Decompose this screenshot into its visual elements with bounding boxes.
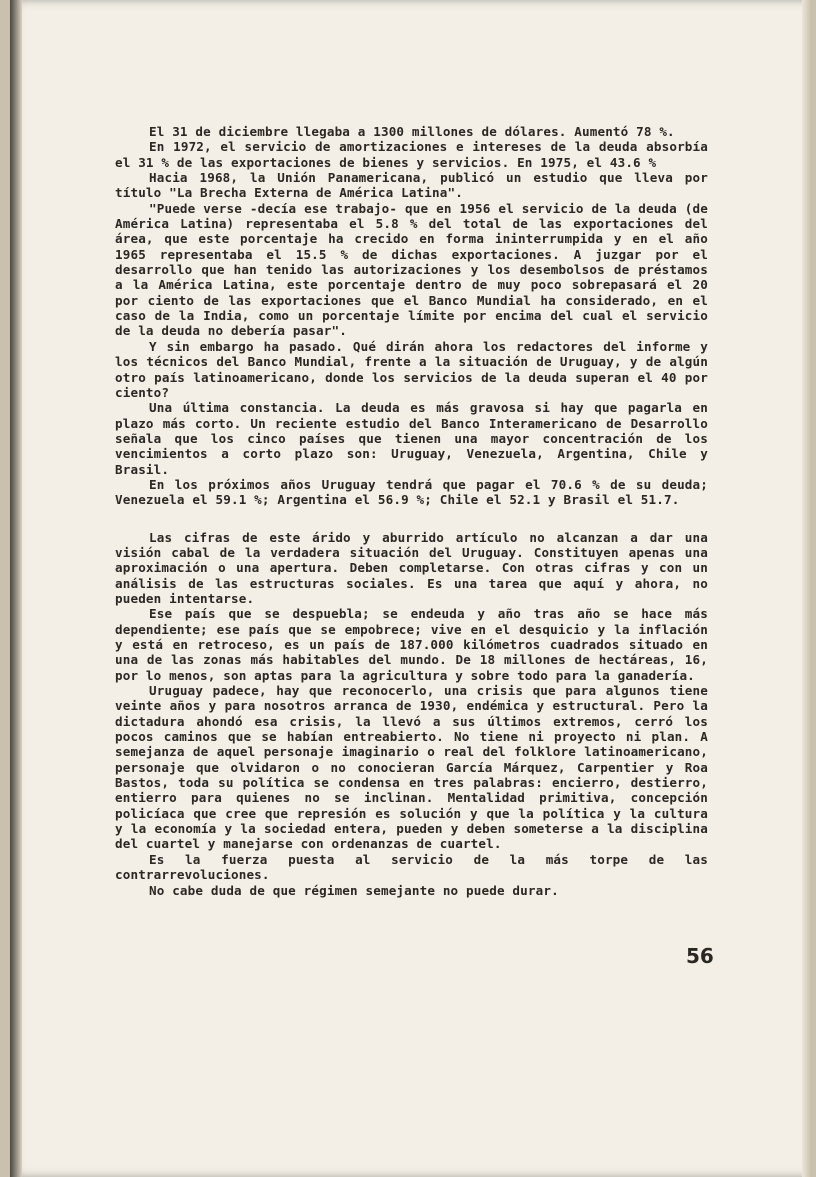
paragraph: Una última constancia. La deuda es más gravosa si hay que pagarla en plazo más corto. Un reciente estudio del Banco Interamericano de Desarrollo señala que los cinco países que tienen una mayor concentración de los vencimientos a corto plazo son: Uruguay, Venezuela, Argentina, Chile y Brasil. xyxy=(115,400,708,477)
book-binding-shadow xyxy=(10,0,22,1177)
body-text xyxy=(115,124,708,898)
paragraph: En 1972, el servicio de amortizaciones e intereses de la deuda absorbía el 31 % de las exportaciones de bienes y servicios. En 1975, el 43.6 % xyxy=(115,139,708,170)
quotation-paragraph: "Puede verse -decía ese trabajo- que en 1956 el servicio de la deuda (de América Latina) representaba el 5.8 % del total de las exportaciones del área, que este porcentaje ha crecido en forma ininterrumpida y en el año 1965 representaba el 15.5 % de dichas exportaciones. A juzgar por el desarrollo que han tenido las autorizaciones y los desembolsos de préstamos a la América Latina, este porcentaje dentro de muy poco sobrepasará el 20 por ciento de las exportaciones que el Banco Mundial ha considerado, en el caso de la India, como un porcentaje límite por encima del cual el servicio de la deuda no debería pasar". xyxy=(115,200,708,339)
paragraph: Es la fuerza puesta al servicio de la más torpe de las contrarrevoluciones. xyxy=(115,851,708,883)
page-number: 56 xyxy=(686,944,714,968)
paragraph: Hacia 1968, la Unión Panamericana, publicó un estudio que lleva por título "La Brecha Externa de América Latina". xyxy=(115,170,708,201)
paragraph: En los próximos años Uruguay tendrá que pagar el 70.6 % de su deuda; Venezuela el 59.1 %; Argentina el 56.9 %; Chile el 52.1 y Brasil el 51.7. xyxy=(115,476,708,508)
page-edge xyxy=(802,0,810,1177)
paragraph: Las cifras de este árido y aburrido artículo no alcanzan a dar una visión cabal de la verdadera situación del Uruguay. Constituyen apenas una aproximación o una apertura. Deben completarse. Con otras cifras y con un análisis de las estructuras sociales. Es una tarea que aquí y ahora, no pueden intentarse. xyxy=(115,529,708,606)
section-gap xyxy=(115,508,708,530)
closing-paragraph: No cabe duda de que régimen semejante no puede durar. xyxy=(149,882,559,898)
paragraph: Uruguay padece, hay que reconocerlo, una crisis que para algunos tiene veinte años y para nosotros arranca de 1930, endémica y estructural. Pero la dictadura ahondó esa crisis, la llevó a sus últimos extremos, cerró los pocos caminos que se habían entreabierto. No tiene ni proyecto ni plan. A semejanza de aquel personaje imaginario o real del folklore latinoamericano, personaje que olvidaron o no conocieran García Márquez, Carpentier y Roa Bastos, toda su política se condensa en tres palabras: encierro, destierro, entierro para quienes no se inclinan. Mentalidad primitiva, concepción policíaca que cree que represión es solución y que la política y la cultura y la economía y la sociedad entera, pueden y deben someterse a la disciplina del cuartel y manejarse con ordenanzas de cuartel. xyxy=(115,683,708,852)
paragraph: Y sin embargo ha pasado. Qué dirán ahora los redactores del informe y los técnicos del Banco Mundial, frente a la situación de Uruguay, y de algún otro país latinoamericano, donde los servicios de la deuda superan el 40 por ciento? xyxy=(115,338,708,400)
paragraph: Ese país que se despuebla; se endeuda y año tras año se hace más dependiente; ese país que se empobrece; vive en el desquicio y la inflación y está en retroceso, es un país de 187.000 kilómetros cuadrados situado en una de las zonas más habitables del mundo. De 18 millones de hectáreas, 16, por lo menos, son aptas para la agricultura y sobre todo para la ganadería. xyxy=(115,606,708,683)
paragraph: El 31 de diciembre llegaba a 1300 millones de dólares. Aumentó 78 %. xyxy=(149,124,675,139)
